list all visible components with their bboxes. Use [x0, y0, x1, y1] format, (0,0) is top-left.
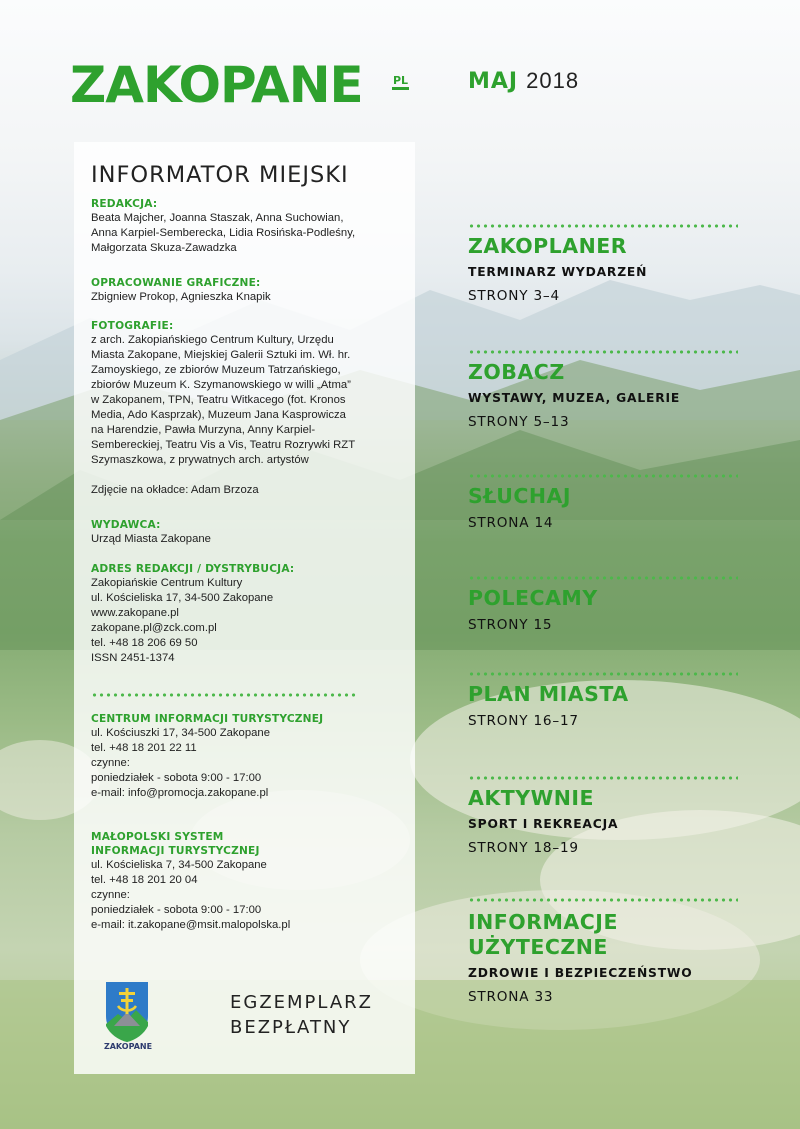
- dotted-divider: [91, 693, 356, 697]
- panel-title: INFORMATOR MIEJSKI: [91, 162, 349, 188]
- publisher-label: WYDAWCA:: [91, 519, 161, 531]
- dotted-divider: [468, 576, 738, 580]
- toc-item-polecamy[interactable]: [468, 586, 788, 633]
- free-copy-notice: [230, 990, 373, 1040]
- editorial-text: Beata Majcher, Joanna Staszak, Anna Suchowian, Anna Karpiel-Semberecka, Lidia Rosińska-Podleśny, Małgorzata Skuza-Zawadzka: [91, 212, 356, 254]
- free-copy-line1: EGZEMPLARZ: [230, 992, 374, 1013]
- toc-title: POLECAMY: [468, 586, 598, 610]
- graphics-text: Zbigniew Prokop, Agnieszka Knapik: [91, 291, 271, 303]
- tourist-info-text: ul. Kościuszki 17, 34-500 Zakopane tel. +48 18 201 22 11 czynne: poniedziałek - sobota 9:00 - 17:00 e-mail: info@promocja.zakopane.pl: [91, 727, 270, 799]
- publisher-block: [91, 518, 411, 547]
- msit-text: ul. Kościeliska 7, 34-500 Zakopane tel. +48 18 201 20 04 czynne: poniedziałek - sobota 9:00 - 17:00 e-mail: it.zakopane@msit.malopolska.pl: [91, 859, 291, 931]
- issue-month: MAJ: [468, 69, 519, 94]
- tourist-info-block: [91, 712, 411, 801]
- editorial-label: REDAKCJA:: [91, 198, 158, 210]
- issue-year: 2018: [526, 68, 580, 93]
- toc-title: PLAN MIASTA: [468, 682, 629, 706]
- msit-label: MAŁOPOLSKI SYSTEM INFORMACJI TURYSTYCZNEJ: [91, 831, 260, 857]
- toc-title: ZOBACZ: [468, 360, 565, 384]
- zakopane-logo[interactable]: [70, 52, 420, 122]
- toc-pages: STRONY 3–4: [468, 288, 560, 304]
- address-block: [91, 562, 411, 666]
- crest-label: ZAKOPANE: [103, 1042, 153, 1051]
- dotted-divider: [468, 224, 738, 228]
- info-panel: [74, 142, 415, 1074]
- tourist-info-label: CENTRUM INFORMACJI TURYSTYCZNEJ: [91, 713, 324, 725]
- graphics-block: [91, 276, 411, 305]
- toc-pages: STRONA 14: [468, 515, 554, 531]
- toc-item-zakoplaner[interactable]: [468, 234, 788, 304]
- editorial-block: [91, 197, 411, 256]
- msit-block: [91, 830, 411, 933]
- toc-subtitle: SPORT I REKREACJA: [468, 817, 619, 831]
- toc-title: AKTYWNIE: [468, 786, 594, 810]
- dotted-divider: [468, 474, 738, 478]
- issue-date: [468, 68, 579, 94]
- toc-item-sluchaj[interactable]: [468, 484, 788, 531]
- toc-title: INFORMACJE UŻYTECZNE: [468, 910, 618, 959]
- dotted-divider: [468, 672, 738, 676]
- toc-pages: STRONY 18–19: [468, 840, 579, 856]
- toc-pages: STRONA 33: [468, 989, 554, 1005]
- publisher-text: Urząd Miasta Zakopane: [91, 533, 211, 545]
- toc-item-aktywnie[interactable]: [468, 786, 788, 856]
- dotted-divider: [468, 898, 738, 902]
- address-text: Zakopiańskie Centrum Kultury ul. Kościeliska 17, 34-500 Zakopane www.zakopane.pl zakopane.pl@zck.com.pl tel. +48 18 206 69 50 ISSN 2451-1374: [91, 577, 274, 664]
- toc-subtitle: ZDROWIE I BEZPIECZEŃSTWO: [468, 966, 693, 980]
- toc-subtitle: WYSTAWY, MUZEA, GALERIE: [468, 391, 681, 405]
- graphics-label: OPRACOWANIE GRAFICZNE:: [91, 277, 261, 289]
- toc-pages: STRONY 15: [468, 617, 553, 633]
- toc-subtitle: TERMINARZ WYDARZEŃ: [468, 265, 648, 279]
- logo-text: ZAKOPANE: [70, 56, 363, 114]
- dotted-divider: [468, 776, 738, 780]
- toc-item-zobacz[interactable]: [468, 360, 788, 430]
- dotted-divider: [468, 350, 738, 354]
- photos-block: [91, 319, 411, 498]
- photos-text: z arch. Zakopiańskiego Centrum Kultury, Urzędu Miasta Zakopane, Miejskiej Galerii Sztuki im. Wł. hr. Zamoyskiego, ze zbiorów Muzeum Tatrzańskiego, zbiorów Muzeum K. Szymanowskiego w willi „Atma” w Zakopanem, TPN, Teatru Witkacego (fot. Kronos Media, Ado Kasprzak), Muzeum Jana Kasprowicza na Harendzie, Pawła Murzyna, Anny Karpiel- Sembereckiej, Teatru Vis a Vis, Teatru Rozrywki RZT Szymaszkowa, z prywatnych arch. artystów Zdjęcie na okładce: Adam Brzoza: [91, 334, 356, 496]
- zakopane-crest-icon: [104, 980, 150, 1044]
- toc-title: ZAKOPLANER: [468, 234, 628, 258]
- toc-item-informacje[interactable]: [468, 910, 788, 1005]
- address-label: ADRES REDAKCJI / DYSTRYBUCJA:: [91, 563, 295, 575]
- toc-pages: STRONY 16–17: [468, 713, 579, 729]
- free-copy-line2: BEZPŁATNY: [230, 1017, 352, 1038]
- toc-title: SŁUCHAJ: [468, 484, 572, 508]
- toc-pages: STRONY 5–13: [468, 414, 570, 430]
- logo-suffix: PL: [392, 74, 409, 90]
- toc-item-plan-miasta[interactable]: [468, 682, 788, 729]
- photos-label: FOTOGRAFIE:: [91, 320, 174, 332]
